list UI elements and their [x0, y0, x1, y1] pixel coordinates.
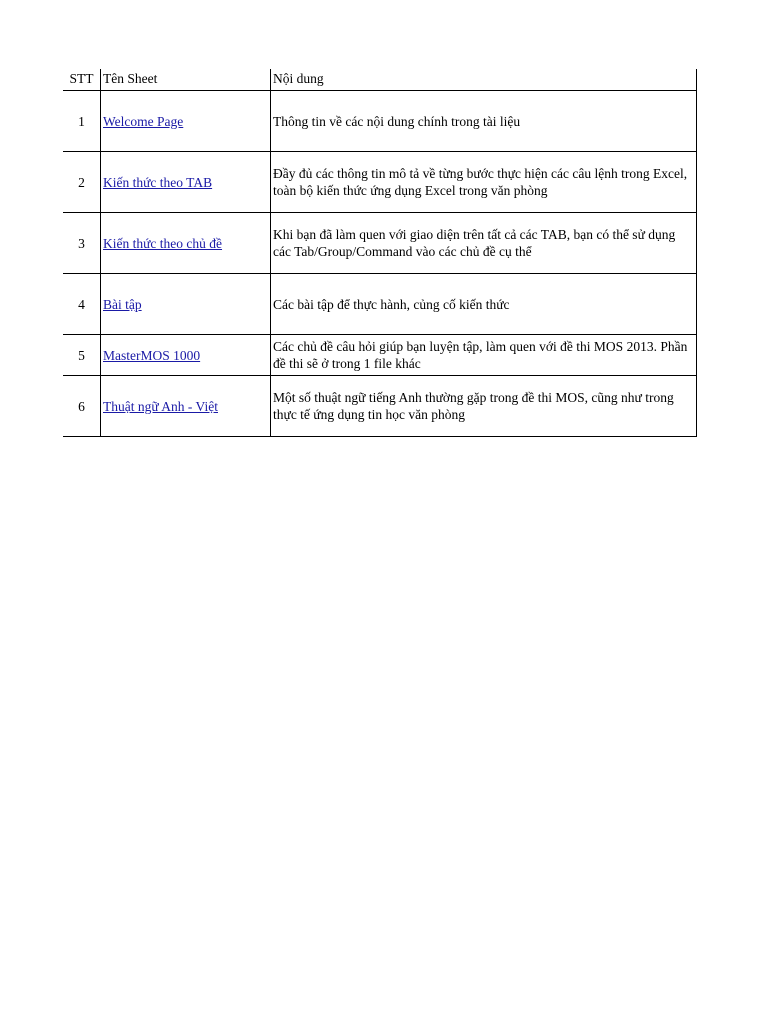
- sheet-link-thuat-ngu-anh-viet[interactable]: Thuật ngữ Anh - Việt: [103, 398, 218, 414]
- row-number: 5: [63, 335, 101, 376]
- sheet-link-bai-tap[interactable]: Bài tập: [103, 296, 142, 312]
- table-row: [63, 376, 697, 437]
- sheet-link-kien-thuc-theo-tab[interactable]: Kiến thức theo TAB: [103, 174, 213, 190]
- table-row: [63, 152, 697, 213]
- row-description: Các bài tập để thực hành, củng cố kiến thức: [271, 274, 697, 335]
- row-number: 4: [63, 274, 101, 335]
- sheet-index-table: [63, 69, 697, 437]
- table-row: [63, 274, 697, 335]
- row-description: Một số thuật ngữ tiếng Anh thường gặp trong đề thi MOS, cũng như trong thực tế ứng dụng tin học văn phòng: [271, 376, 697, 437]
- table-header-row: [63, 69, 697, 91]
- sheet-link-welcome-page[interactable]: Welcome Page: [103, 113, 184, 129]
- row-description: Các chủ đề câu hỏi giúp bạn luyện tập, làm quen với đề thi MOS 2013. Phần đề thi sẽ ở trong 1 file khác: [271, 335, 697, 376]
- header-sheet-name: Tên Sheet: [101, 69, 271, 91]
- header-content: Nội dung: [271, 69, 697, 91]
- row-description: Khi bạn đã làm quen với giao diện trên tất cả các TAB, bạn có thể sử dụng các Tab/Group/Command vào các chủ đề cụ thể: [271, 213, 697, 274]
- row-description: Đầy đủ các thông tin mô tả về từng bước thực hiện các câu lệnh trong Excel, toàn bộ kiến thức ứng dụng Excel trong văn phòng: [271, 152, 697, 213]
- sheet-link-kien-thuc-theo-chu-de[interactable]: Kiến thức theo chủ đề: [103, 235, 223, 251]
- sheet-link-mastermos-1000[interactable]: MasterMOS 1000: [103, 347, 201, 363]
- row-number: 6: [63, 376, 101, 437]
- table-row: [63, 213, 697, 274]
- row-number: 2: [63, 152, 101, 213]
- table-row: [63, 91, 697, 152]
- row-number: 3: [63, 213, 101, 274]
- row-number: 1: [63, 91, 101, 152]
- row-description: Thông tin về các nội dung chính trong tài liệu: [271, 91, 697, 152]
- table-row: [63, 335, 697, 376]
- header-stt: STT: [63, 69, 101, 91]
